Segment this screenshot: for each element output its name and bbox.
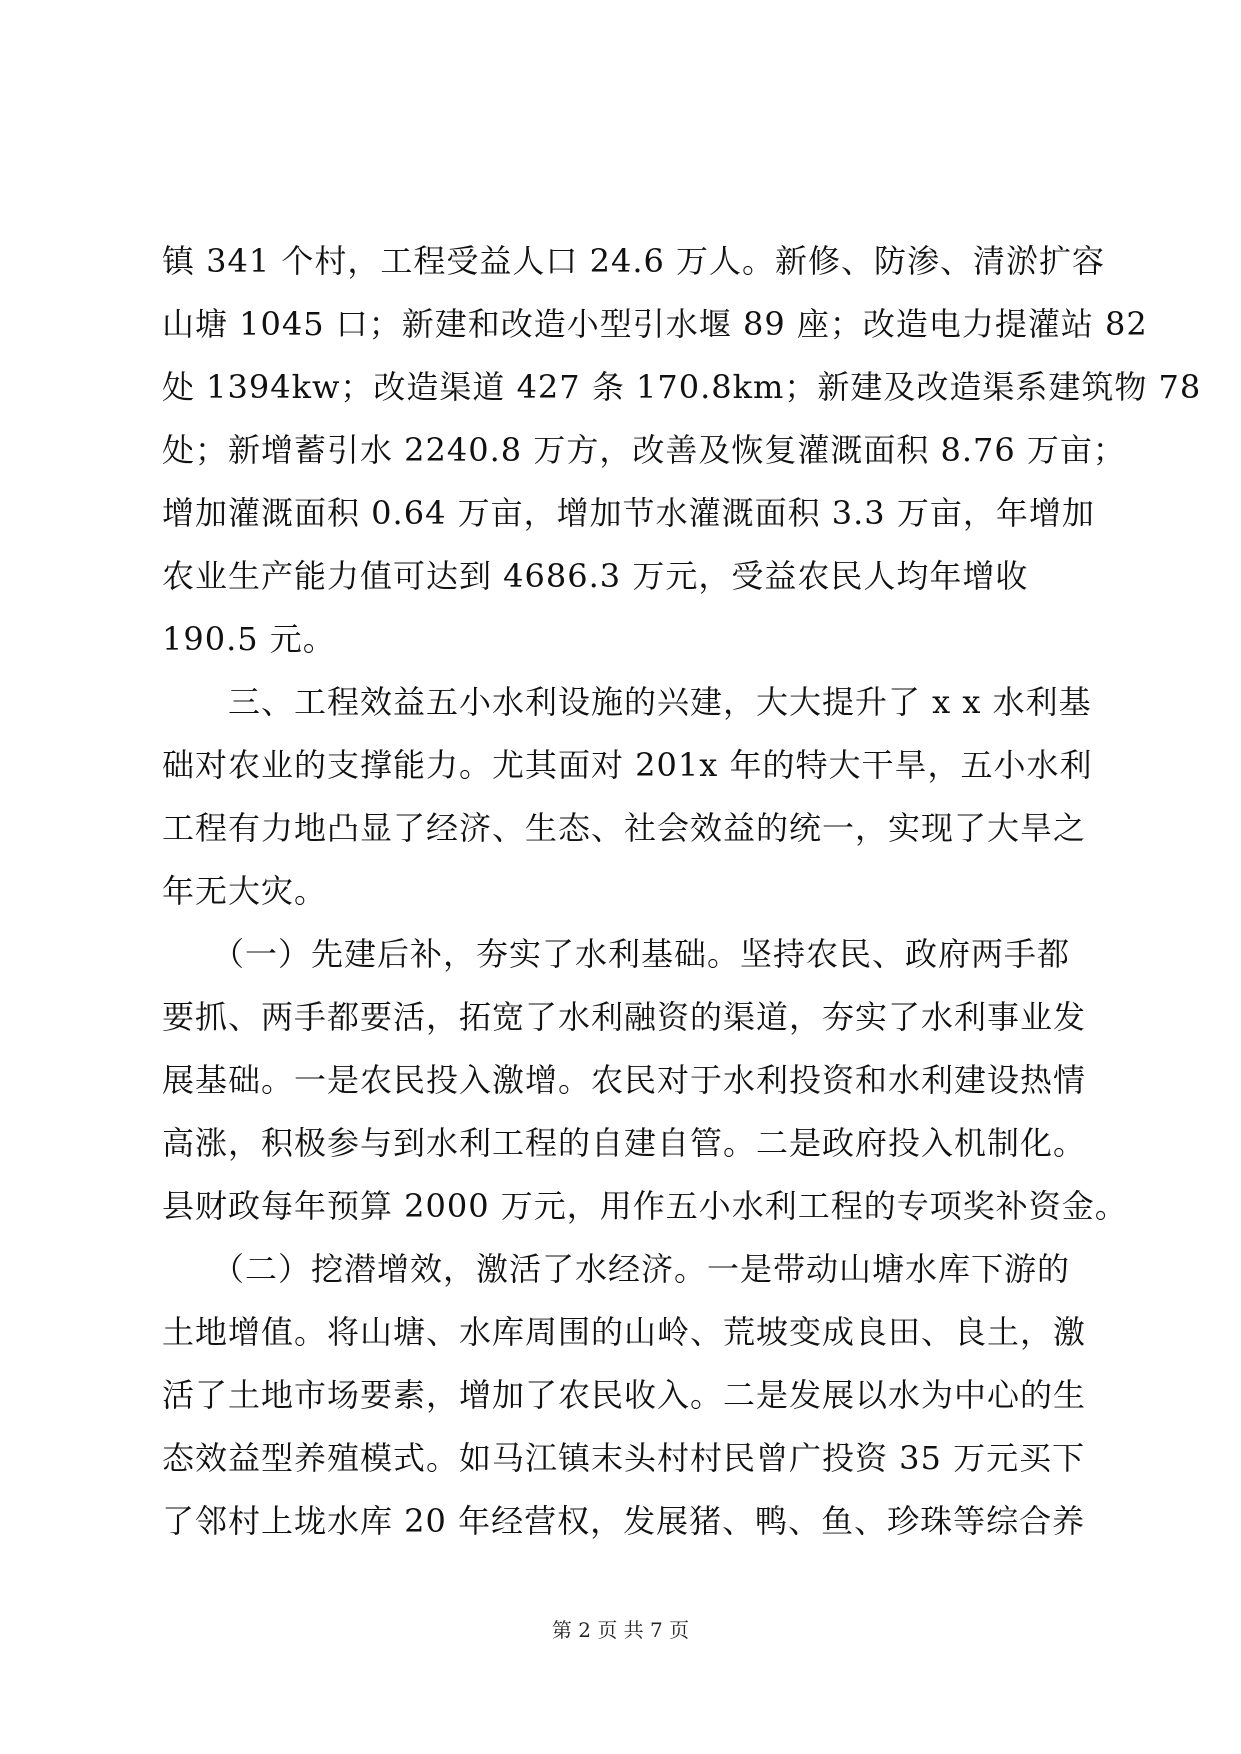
text-line: 土地增值。将山塘、水库周围的山岭、荒坡变成良田、良土，激 (162, 1313, 1087, 1351)
text-line: 础对农业的支撑能力。尤其面对 201x 年的特大干旱，五小水利 (162, 746, 1093, 784)
text-line: 处；新增蓄引水 2240.8 万方，改善及恢复灌溉面积 8.76 万亩； (162, 431, 1126, 469)
text-line: 高涨，积极参与到水利工程的自建自管。二是政府投入机制化。 (162, 1124, 1087, 1162)
text-line: 态效益型养殖模式。如马江镇末头村村民曾广投资 35 万元买下 (162, 1439, 1086, 1477)
text-line: 190.5 元。 (162, 620, 336, 658)
body-text (162, 230, 1202, 1553)
text-line: 展基础。一是农民投入激增。农民对于水利投资和水利建设热情 (162, 1061, 1087, 1099)
text-line: （二）挖潜增效，激活了水经济。一是带动山塘水库下游的 (162, 1250, 1071, 1288)
text-line: （一）先建后补，夯实了水利基础。坚持农民、政府两手都 (162, 935, 1071, 973)
text-line: 增加灌溉面积 0.64 万亩，增加节水灌溉面积 3.3 万亩，年增加 (162, 494, 1095, 532)
text-line: 年无大灾。 (162, 872, 328, 910)
text-line: 要抓、两手都要活，拓宽了水利融资的渠道，夯实了水利事业发 (162, 998, 1087, 1036)
page-footer: 第 2 页 共 7 页 (551, 1618, 690, 1642)
text-line: 镇 341 个村，工程受益人口 24.6 万人。新修、防渗、清淤扩容 (162, 242, 1106, 280)
text-line: 山塘 1045 口；新建和改造小型引水堰 89 座；改造电力提灌站 82 (162, 305, 1148, 343)
text-line: 农业生产能力值可达到 4686.3 万元，受益农民人均年增收 (162, 557, 1029, 595)
text-line: 工程有力地凸显了经济、生态、社会效益的统一，实现了大旱之 (162, 809, 1087, 847)
text-line: 三、工程效益五小水利设施的兴建，大大提升了 x x 水利基 (162, 683, 1092, 721)
text-line: 处 1394kw；改造渠道 427 条 170.8km；新建及改造渠系建筑物 78 (162, 368, 1202, 406)
text-line: 了邻村上垅水库 20 年经营权，发展猪、鸭、鱼、珍珠等综合养 (162, 1502, 1086, 1540)
text-line: 活了土地市场要素，增加了农民收入。二是发展以水为中心的生 (162, 1376, 1087, 1414)
text-line: 县财政每年预算 2000 万元，用作五小水利工程的专项奖补资金。 (162, 1187, 1128, 1225)
